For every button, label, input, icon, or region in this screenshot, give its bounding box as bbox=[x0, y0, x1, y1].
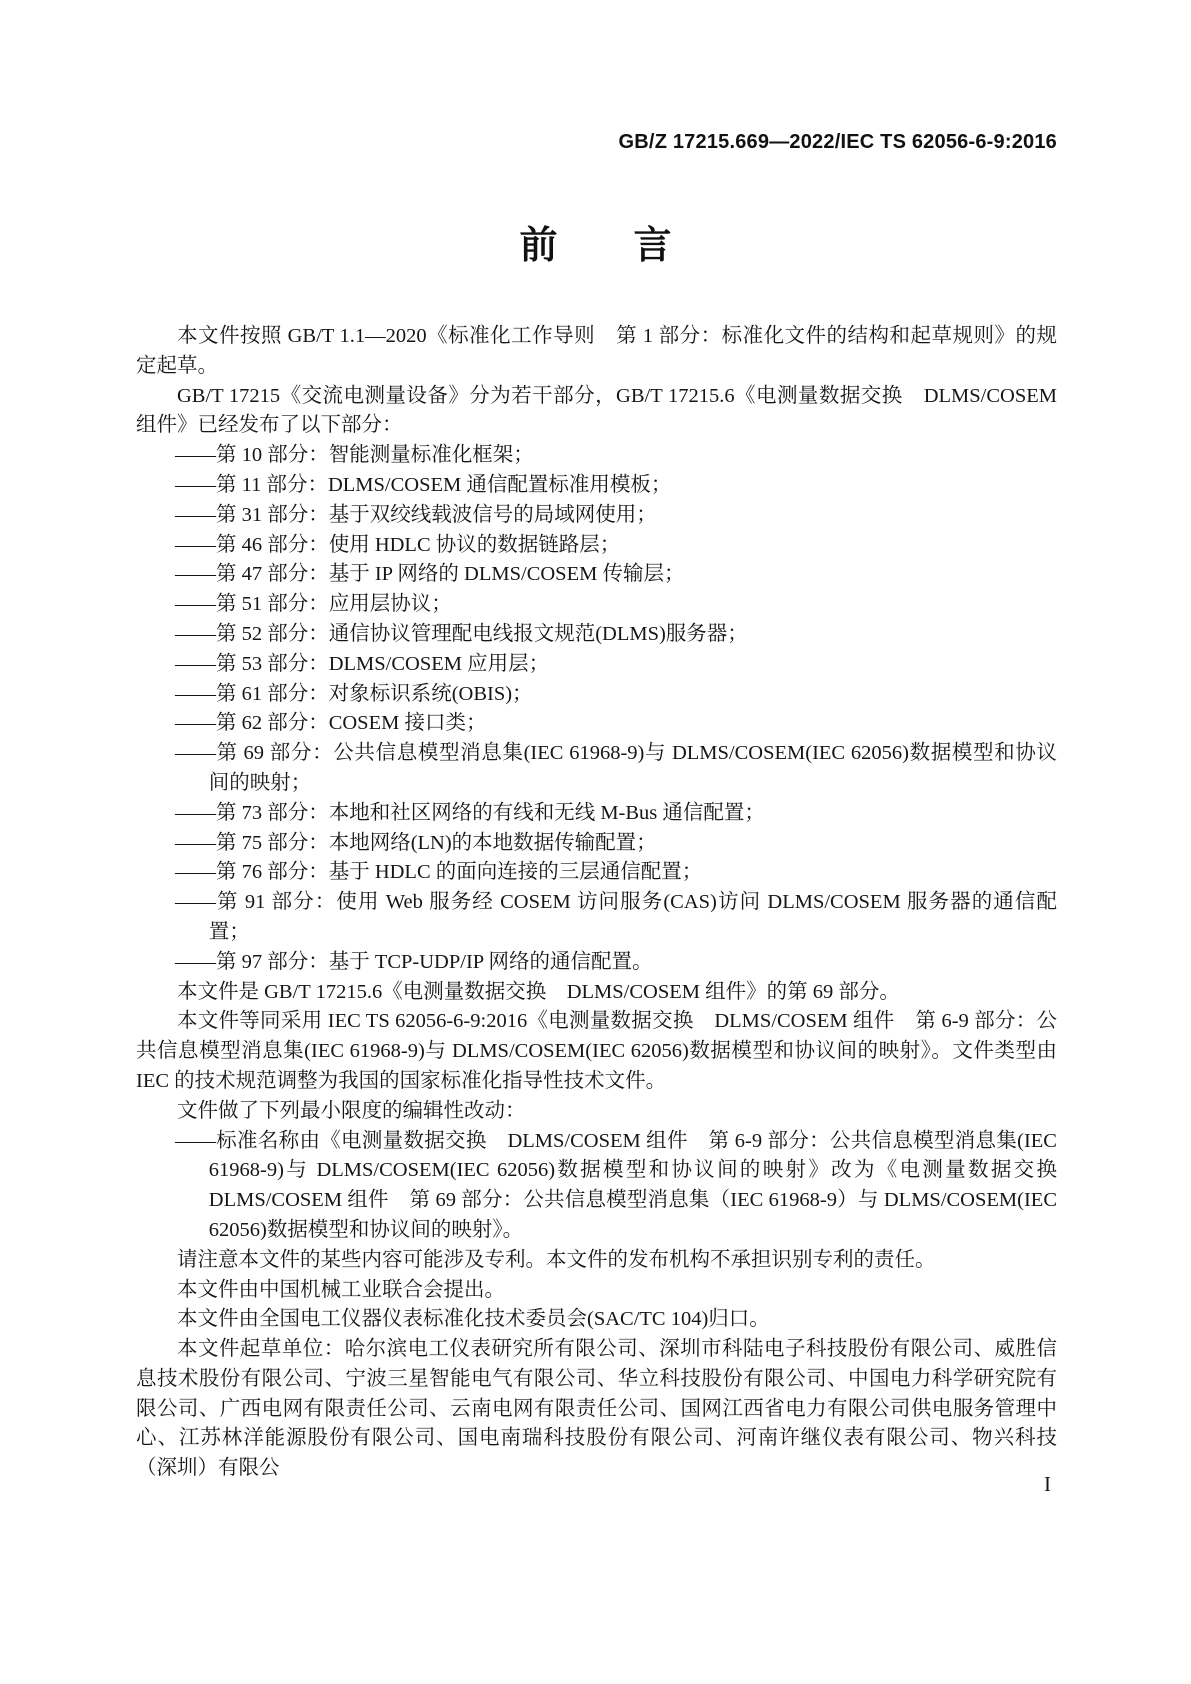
paragraph: 本文件由中国机械工业联合会提出。 bbox=[177, 1278, 505, 1301]
list-item: ——第 69 部分：公共信息模型消息集(IEC 61968-9)与 DLMS/COSEM(IEC 62056)数据模型和协议间的映射； bbox=[174, 742, 1057, 794]
paragraph: 文件做了下列最小限度的编辑性改动： bbox=[177, 1099, 526, 1122]
list-item: ——第 53 部分：DLMS/COSEM 应用层； bbox=[174, 652, 550, 675]
list-item: ——第 91 部分：使用 Web 服务经 COSEM 访问服务(CAS)访问 DLMS/COSEM 服务器的通信配置； bbox=[174, 891, 1057, 943]
list-item: ——第 52 部分：通信协议管理配电线报文规范(DLMS)服务器； bbox=[174, 622, 748, 645]
paragraph: 本文件按照 GB/T 1.1—2020《标准化工作导则 第 1 部分：标准化文件的结构和起草规则》的规定起草。 bbox=[136, 325, 1057, 377]
list-item: ——第 62 部分：COSEM 接口类； bbox=[174, 712, 487, 735]
list-item: ——第 75 部分：本地网络(LN)的本地数据传输配置； bbox=[174, 831, 657, 854]
document-body bbox=[136, 322, 1078, 1484]
paragraph: 本文件由全国电工仪器仪表标准化技术委员会(SAC/TC 104)归口。 bbox=[177, 1308, 770, 1331]
paragraph: 本文件等同采用 IEC TS 62056-6-9:2016《电测量数据交换 DLMS/COSEM 组件 第 6-9 部分：公共信息模型消息集(IEC 61968-9)与 DLMS/COSEM(IEC 62056)数据模型和协议间的映射》。文件类型由 IEC 的技术规范调整为我国的国家标准化指导性技术文件。 bbox=[136, 1010, 1057, 1092]
list-item: ——第 11 部分：DLMS/COSEM 通信配置标准用模板； bbox=[174, 473, 672, 496]
paragraph: 本文件是 GB/T 17215.6《电测量数据交换 DLMS/COSEM 组件》的第 69 部分。 bbox=[177, 980, 900, 1003]
list-item: ——标准名称由《电测量数据交换 DLMS/COSEM 组件 第 6-9 部分：公共信息模型消息集(IEC 61968-9)与 DLMS/COSEM(IEC 62056)数据模型和协议间的映射》改为《电测量数据交换 DLMS/COSEM 组件 第 69 部分：公共信息模型消息集（IEC 61968-9）与 DLMS/COSEM(IEC 62056)数据模型和协议间的映射》。 bbox=[174, 1129, 1078, 1241]
list-item: ——第 76 部分：基于 HDLC 的面向连接的三层通信配置； bbox=[174, 861, 703, 884]
paragraph: GB/T 17215《交流电测量设备》分为若干部分，GB/T 17215.6《电测量数据交换 DLMS/COSEM 组件》已经发布了以下部分： bbox=[136, 384, 1057, 437]
paragraph: 请注意本文件的某些内容可能涉及专利。本文件的发布机构不承担识别专利的责任。 bbox=[177, 1248, 936, 1271]
standard-number-header: GB/Z 17215.669—2022/IEC TS 62056-6-9:2016 bbox=[618, 131, 1057, 153]
paragraph: 本文件起草单位：哈尔滨电工仪表研究所有限公司、深圳市科陆电子科技股份有限公司、威胜信息技术股份有限公司、宁波三星智能电气有限公司、华立科技股份有限公司、中国电力科学研究院有限公司、广西电网有限责任公司、云南电网有限责任公司、国网江西省电力有限公司供电服务管理中心、江苏林洋能源股份有限公司、国电南瑞科技股份有限公司、河南许继仪表有限公司、物兴科技（深圳）有限公 bbox=[136, 1338, 1057, 1480]
list-item: ——第 73 部分：本地和社区网络的有线和无线 M-Bus 通信配置； bbox=[174, 801, 765, 824]
list-item: ——第 61 部分：对象标识系统(OBIS)； bbox=[174, 682, 533, 705]
page-title: 前 言 bbox=[519, 225, 672, 267]
list-item: ——第 46 部分：使用 HDLC 协议的数据链路层； bbox=[174, 533, 621, 556]
list-item: ——第 51 部分：应用层协议； bbox=[174, 593, 452, 616]
list-item: ——第 47 部分：基于 IP 网络的 DLMS/COSEM 传输层； bbox=[174, 563, 685, 586]
page-number: I bbox=[1044, 1472, 1051, 1496]
list-item: ——第 31 部分：基于双绞线载波信号的局域网使用； bbox=[174, 503, 657, 526]
list-item: ——第 97 部分：基于 TCP-UDP/IP 网络的通信配置。 bbox=[174, 950, 653, 973]
list-item: ——第 10 部分：智能测量标准化框架； bbox=[174, 444, 534, 467]
